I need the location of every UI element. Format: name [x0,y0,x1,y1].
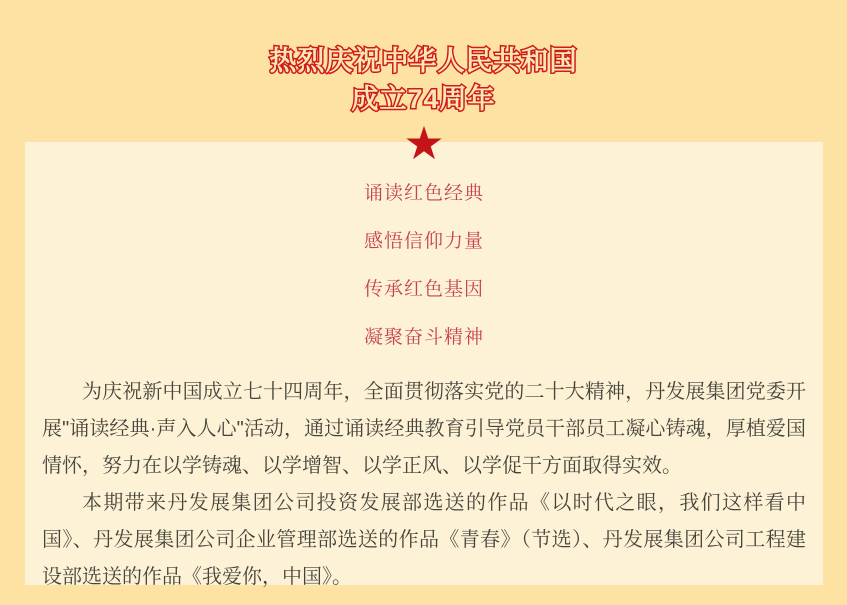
banner-title-line-1: 热烈庆祝中华人民共和国 [269,46,578,76]
red-star-icon: ★ [403,116,445,170]
paragraph-2: 本期带来丹发展集团公司投资发展部选送的作品《以时代之眼，我们这样看中国》、丹发展集团公司企业管理部选送的作品《青春》（节选）、丹发展集团公司工程建设部选送的作品《我爱你，中国》。 [42,492,806,588]
article-body [42,374,806,596]
slogan-line-1: 诵读红色经典 [363,183,484,204]
content-card [25,116,823,588]
banner-title-line-2: 成立74周年 [351,84,496,114]
slogan-list [42,142,806,362]
slogan-line-4: 凝聚奋斗精神 [363,327,484,348]
paragraph-1: 为庆祝新中国成立七十四周年，全面贯彻落实党的二十大精神，丹发展集团党委开展"诵读经典·声入人心"活动，通过诵读经典教育引导党员干部员工凝心铸魂，厚植爱国情怀，努力在以学铸魂、以学增智、以学正风、以学促干方面取得实效。 [42,381,806,477]
slogan-line-2: 感悟信仰力量 [363,231,484,252]
slogan-line-3: 传承红色基因 [363,279,484,300]
